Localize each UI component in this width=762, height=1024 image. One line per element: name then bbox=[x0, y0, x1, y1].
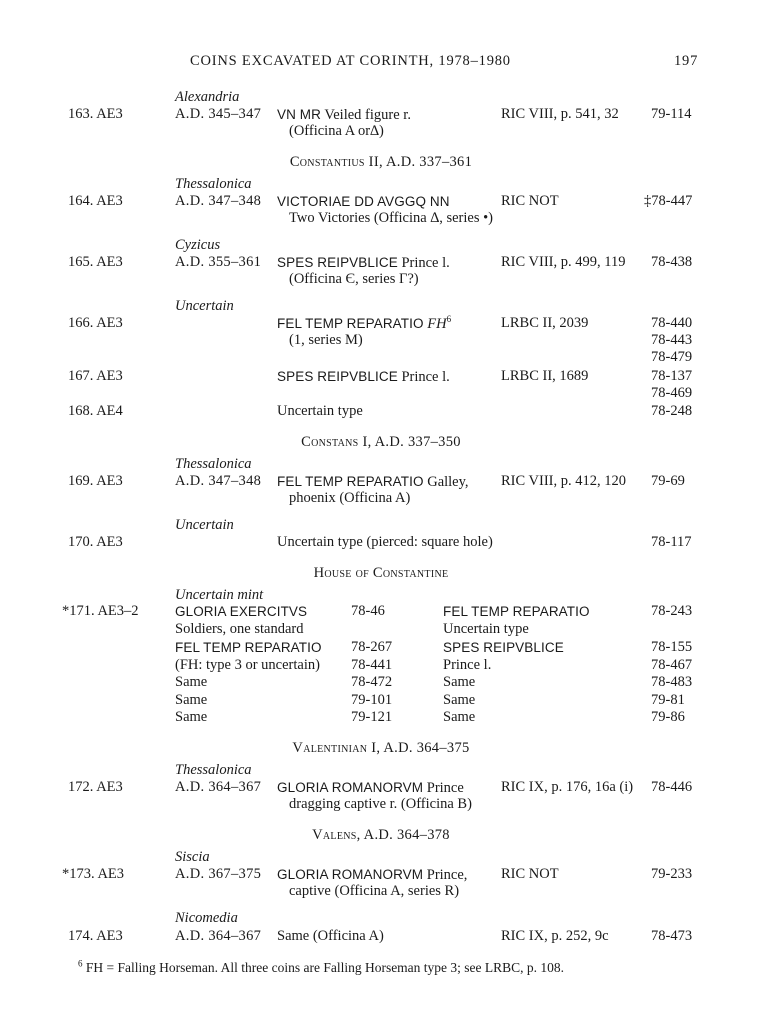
mint-label: Alexandria bbox=[175, 89, 240, 105]
section-heading: House of Constantine bbox=[313, 565, 449, 581]
entry-number: 165. AE3 bbox=[68, 254, 123, 270]
entry-number: 167. AE3 bbox=[68, 368, 123, 384]
reference: RIC VIII, p. 541, 32 bbox=[501, 106, 619, 122]
legend: FEL TEMP REPARATIO bbox=[277, 316, 424, 331]
entry-date: A.D. 364–367 bbox=[175, 928, 262, 944]
reference: RIC NOT bbox=[501, 866, 559, 882]
entry-number: 163. AE3 bbox=[68, 106, 123, 122]
legend: GLORIA EXERCITVS bbox=[175, 604, 308, 619]
inventory-number: 78-443 bbox=[651, 332, 693, 348]
mint-label: Uncertain bbox=[175, 517, 234, 533]
type-description: Prince l. bbox=[443, 657, 492, 673]
type-description: (FH: type 3 or uncertain) bbox=[175, 657, 320, 673]
section-heading: Constans I, A.D. 337–350 bbox=[301, 434, 461, 450]
entry-number: *171. AE3–2 bbox=[62, 603, 139, 619]
type-description: Two Victories (Officina ∆, series •) bbox=[289, 210, 493, 226]
running-head: COINS EXCAVATED AT CORINTH, 1978–1980 bbox=[190, 53, 511, 69]
inventory-number: 78-472 bbox=[351, 674, 393, 690]
inventory-number: ‡78-447 bbox=[644, 193, 693, 209]
mint-label: Cyzicus bbox=[175, 237, 221, 253]
entry-number: 168. AE4 bbox=[68, 403, 123, 419]
inventory-number: 78-469 bbox=[651, 385, 693, 401]
reference: LRBC II, 1689 bbox=[501, 368, 589, 384]
reference: RIC IX, p. 252, 9c bbox=[501, 928, 609, 944]
inventory-number: 79-81 bbox=[651, 692, 685, 708]
reference: RIC VIII, p. 412, 120 bbox=[501, 473, 626, 489]
type-description: Same bbox=[443, 709, 476, 725]
inventory-number: 79-101 bbox=[351, 692, 393, 708]
type-description: Same (Officina A) bbox=[277, 928, 384, 944]
inventory-number: 79-114 bbox=[651, 106, 692, 122]
reference: RIC NOT bbox=[501, 193, 559, 209]
reference: RIC IX, p. 176, 16a (i) bbox=[501, 779, 634, 795]
inventory-number: 78-155 bbox=[651, 639, 693, 655]
type-description: Soldiers, one standard bbox=[175, 621, 304, 637]
entry-legend-line bbox=[277, 368, 450, 386]
entry-number: 166. AE3 bbox=[68, 315, 123, 331]
type-description: Same bbox=[175, 709, 208, 725]
entry-legend-line bbox=[277, 473, 469, 491]
mint-label: Thessalonica bbox=[175, 456, 252, 472]
type-description: Uncertain type bbox=[443, 621, 529, 637]
inventory-number: 79-86 bbox=[651, 709, 685, 725]
section-heading: Valentinian I, A.D. 364–375 bbox=[292, 740, 470, 756]
legend: SPES REIPVBLICE bbox=[277, 369, 398, 384]
entry-date: A.D. 355–361 bbox=[175, 254, 262, 270]
series-note: (1, series M) bbox=[289, 332, 363, 348]
inventory-number: 78-467 bbox=[651, 657, 693, 673]
legend: FEL TEMP REPARATIO bbox=[277, 474, 424, 489]
entry-number: 164. AE3 bbox=[68, 193, 123, 209]
inventory-number: 79-69 bbox=[651, 473, 685, 489]
type-description: Galley, bbox=[427, 474, 469, 490]
type-description: Same bbox=[175, 674, 208, 690]
entry-legend-line bbox=[277, 106, 411, 124]
footnote-marker: 6 bbox=[446, 314, 452, 325]
entry-date: A.D. 364–367 bbox=[175, 779, 262, 795]
inventory-number: 78-248 bbox=[651, 403, 693, 419]
type-description: Uncertain type bbox=[277, 403, 363, 419]
entry-date: A.D. 345–347 bbox=[175, 106, 262, 122]
inventory-number: 78-483 bbox=[651, 674, 693, 690]
inventory-number: 78-243 bbox=[651, 603, 693, 619]
legend: VICTORIAE DD AVGGQ NN bbox=[277, 194, 450, 209]
entry-date: A.D. 347–348 bbox=[175, 473, 262, 489]
mint-label: Uncertain bbox=[175, 298, 234, 314]
type-description: Prince, bbox=[426, 867, 468, 883]
entry-number: 172. AE3 bbox=[68, 779, 123, 795]
inventory-number: 78-479 bbox=[651, 349, 693, 365]
entry-number: 169. AE3 bbox=[68, 473, 123, 489]
type-description: Same bbox=[443, 674, 476, 690]
officina-note: captive (Officina A, series R) bbox=[289, 883, 460, 899]
legend: SPES REIPVBLICE bbox=[277, 255, 398, 270]
inventory-number: 78-446 bbox=[651, 779, 693, 795]
legend: SPES REIPVBLICE bbox=[443, 640, 564, 655]
mint-label: Thessalonica bbox=[175, 762, 252, 778]
type-description: Same bbox=[443, 692, 476, 708]
inventory-number: 79-233 bbox=[651, 866, 693, 882]
inventory-number: 78-117 bbox=[651, 534, 692, 550]
entry-legend-line bbox=[277, 315, 451, 333]
entry-legend-line bbox=[277, 866, 467, 884]
entry-number: 170. AE3 bbox=[68, 534, 123, 550]
legend: GLORIA ROMANORVM bbox=[277, 867, 424, 882]
type-description: FH bbox=[427, 316, 447, 332]
reference: LRBC II, 2039 bbox=[501, 315, 589, 331]
entry-date: A.D. 367–375 bbox=[175, 866, 262, 882]
inventory-number: 78-267 bbox=[351, 639, 393, 655]
type-description: Veiled figure r. bbox=[324, 107, 411, 123]
entry-legend-line bbox=[277, 254, 450, 272]
type-description: Uncertain type (pierced: square hole) bbox=[277, 534, 493, 550]
page-number: 197 bbox=[674, 53, 699, 69]
legend: FEL TEMP REPARATIO bbox=[443, 604, 590, 619]
inventory-number: 78-440 bbox=[651, 315, 693, 331]
section-heading: Valens, A.D. 364–378 bbox=[312, 827, 450, 843]
legend: FEL TEMP REPARATIO bbox=[175, 640, 322, 655]
footnote-number: 6 bbox=[78, 958, 83, 969]
inventory-number: 78-441 bbox=[351, 657, 393, 673]
footnote bbox=[78, 959, 564, 976]
type-description: Prince l. bbox=[401, 369, 450, 385]
inventory-number: 79-121 bbox=[351, 709, 393, 725]
mint-label: Siscia bbox=[175, 849, 210, 865]
mint-label: Uncertain mint bbox=[175, 587, 264, 603]
inventory-number: 78-473 bbox=[651, 928, 693, 944]
entry-date: A.D. 347–348 bbox=[175, 193, 262, 209]
officina-note: phoenix (Officina A) bbox=[289, 490, 411, 506]
legend: GLORIA ROMANORVM bbox=[277, 780, 424, 795]
officina-note: (Officina A or∆) bbox=[289, 123, 384, 139]
mint-label: Nicomedia bbox=[175, 910, 238, 926]
entry-number: *173. AE3 bbox=[62, 866, 125, 882]
inventory-number: 78-46 bbox=[351, 603, 385, 619]
entry-number: 174. AE3 bbox=[68, 928, 123, 944]
officina-note: (Officina Є, series Γ?) bbox=[289, 271, 419, 287]
reference: RIC VIII, p. 499, 119 bbox=[501, 254, 626, 270]
mint-label: Thessalonica bbox=[175, 176, 252, 192]
officina-note: dragging captive r. (Officina B) bbox=[289, 796, 472, 812]
inventory-number: 78-137 bbox=[651, 368, 693, 384]
legend: VN MR bbox=[277, 107, 321, 122]
section-heading: Constantius II, A.D. 337–361 bbox=[289, 154, 473, 170]
entry-legend-line bbox=[277, 779, 464, 797]
inventory-number: 78-438 bbox=[651, 254, 693, 270]
footnote-text: FH = Falling Horseman. All three coins are Falling Horseman type 3; see LRBC, p. 108. bbox=[85, 960, 565, 975]
type-description: Prince l. bbox=[401, 255, 450, 271]
type-description: Same bbox=[175, 692, 208, 708]
type-description: Prince bbox=[426, 780, 464, 796]
